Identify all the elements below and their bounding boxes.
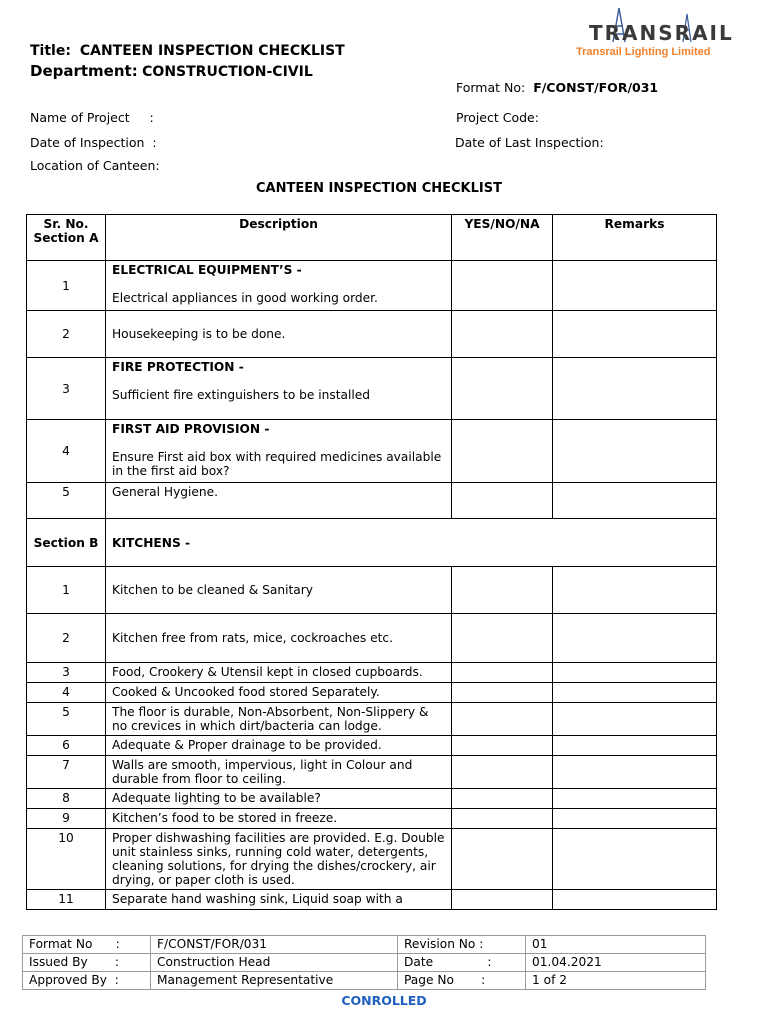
yes-no-na-cell[interactable] xyxy=(452,829,553,890)
remarks-cell[interactable] xyxy=(553,483,717,519)
footer-revision-value: 01 xyxy=(526,936,706,954)
description-text: Sufficient fire extinguishers to be installed xyxy=(112,388,370,402)
table-row xyxy=(27,829,717,890)
section-subheading: ELECTRICAL EQUIPMENT’S - xyxy=(112,263,302,277)
footer-issued-value: Construction Head xyxy=(151,954,398,972)
row-description xyxy=(106,358,452,420)
yes-no-na-cell[interactable] xyxy=(452,683,553,703)
description-text: Kitchen to be cleaned & Sanitary xyxy=(106,567,452,614)
project-code-field: Project Code: xyxy=(456,110,539,125)
table-row xyxy=(27,789,717,809)
table-row xyxy=(27,420,717,483)
company-logo xyxy=(575,6,734,61)
description-text: Electrical appliances in good working order. xyxy=(112,291,378,305)
checklist-heading: CANTEEN INSPECTION CHECKLIST xyxy=(256,181,502,196)
section-subheading: FIRST AID PROVISION - xyxy=(112,422,270,436)
yes-no-na-cell[interactable] xyxy=(452,261,553,311)
table-row xyxy=(27,703,717,736)
row-number: 10 xyxy=(27,829,106,890)
description-text: The floor is durable, Non-Absorbent, Non-Slippery & no crevices in which dirt/bacteria can lodge. xyxy=(106,703,452,736)
table-row xyxy=(27,358,717,420)
column-header-yes-no-na: YES/NO/NA xyxy=(452,215,553,261)
column-header-sr: Sr. No. Section A xyxy=(27,215,106,261)
yes-no-na-cell[interactable] xyxy=(452,358,553,420)
row-number: 11 xyxy=(27,890,106,910)
description-text: Proper dishwashing facilities are provided. E.g. Double unit stainless sinks, running cold water, detergents, cleaning solutions, for drying the dishes/crockery, air drying, or paper cloth is used. xyxy=(106,829,452,890)
description-text: Adequate lighting to be available? xyxy=(106,789,452,809)
section-b-title: KITCHENS - xyxy=(106,519,717,567)
yes-no-na-cell[interactable] xyxy=(452,483,553,519)
format-number-top xyxy=(456,80,658,95)
row-number: 8 xyxy=(27,789,106,809)
description-text: General Hygiene. xyxy=(106,483,452,519)
remarks-cell[interactable] xyxy=(553,789,717,809)
row-number: 5 xyxy=(27,703,106,736)
section-b-label: Section B xyxy=(27,519,106,567)
description-text: Food, Crookery & Utensil kept in closed cupboards. xyxy=(106,663,452,683)
description-text: Separate hand washing sink, Liquid soap with a xyxy=(106,890,452,910)
section-b-header-row xyxy=(27,519,717,567)
yes-no-na-cell[interactable] xyxy=(452,311,553,358)
row-number: 3 xyxy=(27,358,106,420)
department-line xyxy=(30,62,313,80)
title-label: Title: xyxy=(30,43,71,59)
row-number: 4 xyxy=(27,420,106,483)
yes-no-na-cell[interactable] xyxy=(452,736,553,756)
format-number-label: Format No: xyxy=(456,80,526,95)
description-text: Kitchen free from rats, mice, cockroaches etc. xyxy=(106,614,452,663)
project-name-field: Name of Project : xyxy=(30,110,154,125)
remarks-cell[interactable] xyxy=(553,736,717,756)
yes-no-na-cell[interactable] xyxy=(452,703,553,736)
table-row xyxy=(27,809,717,829)
row-number: 9 xyxy=(27,809,106,829)
table-row xyxy=(27,736,717,756)
table-row xyxy=(27,261,717,311)
logo-wordmark: TRANSRAIL xyxy=(589,21,734,45)
document-title xyxy=(30,43,345,59)
department-label: Department: xyxy=(30,62,138,80)
remarks-cell[interactable] xyxy=(553,756,717,789)
logo-subtitle: Transrail Lighting Limited xyxy=(576,46,711,58)
yes-no-na-cell[interactable] xyxy=(452,756,553,789)
footer-date-value: 01.04.2021 xyxy=(526,954,706,972)
description-text: Housekeeping is to be done. xyxy=(106,311,452,358)
yes-no-na-cell[interactable] xyxy=(452,663,553,683)
remarks-cell[interactable] xyxy=(553,890,717,910)
controlled-stamp: CONROLLED xyxy=(341,993,427,1008)
row-number: 4 xyxy=(27,683,106,703)
date-of-last-inspection-field: Date of Last Inspection: xyxy=(455,135,604,150)
footer-row xyxy=(23,936,706,954)
remarks-cell[interactable] xyxy=(553,614,717,663)
table-row xyxy=(27,756,717,789)
footer-row xyxy=(23,954,706,972)
row-number: 6 xyxy=(27,736,106,756)
table-row xyxy=(27,614,717,663)
description-text: Ensure First aid box with required medicines available in the first aid box? xyxy=(112,450,442,478)
row-number: 3 xyxy=(27,663,106,683)
yes-no-na-cell[interactable] xyxy=(452,420,553,483)
description-text: Cooked & Uncooked food stored Separately. xyxy=(106,683,452,703)
footer-issued-label: Issued By : xyxy=(23,954,151,972)
row-description xyxy=(106,420,452,483)
yes-no-na-cell[interactable] xyxy=(452,890,553,910)
format-number-value: F/CONST/FOR/031 xyxy=(533,80,659,95)
row-number: 7 xyxy=(27,756,106,789)
table-row xyxy=(27,663,717,683)
remarks-cell[interactable] xyxy=(553,703,717,736)
description-text: Kitchen’s food to be stored in freeze. xyxy=(106,809,452,829)
footer-approved-label: Approved By : xyxy=(23,972,151,990)
yes-no-na-cell[interactable] xyxy=(452,809,553,829)
table-row xyxy=(27,483,717,519)
remarks-cell[interactable] xyxy=(553,358,717,420)
location-field: Location of Canteen: xyxy=(30,158,160,173)
remarks-cell[interactable] xyxy=(553,683,717,703)
table-row xyxy=(27,567,717,614)
remarks-cell[interactable] xyxy=(553,311,717,358)
remarks-cell[interactable] xyxy=(553,261,717,311)
remarks-cell[interactable] xyxy=(553,829,717,890)
description-text: Adequate & Proper drainage to be provided. xyxy=(106,736,452,756)
footer-format-label: Format No : xyxy=(23,936,151,954)
remarks-cell[interactable] xyxy=(553,420,717,483)
table-header-row xyxy=(27,215,717,261)
yes-no-na-cell[interactable] xyxy=(452,614,553,663)
checklist-table xyxy=(26,214,717,910)
footer-date-label: Date : xyxy=(398,954,526,972)
footer-row xyxy=(23,972,706,990)
footer-format-value: F/CONST/FOR/031 xyxy=(151,936,398,954)
row-description xyxy=(106,261,452,311)
yes-no-na-cell[interactable] xyxy=(452,567,553,614)
row-number: 1 xyxy=(27,567,106,614)
remarks-cell[interactable] xyxy=(553,809,717,829)
table-row xyxy=(27,683,717,703)
row-number: 1 xyxy=(27,261,106,311)
title-value: CANTEEN INSPECTION CHECKLIST xyxy=(79,43,345,59)
description-text: Walls are smooth, impervious, light in Colour and durable from floor to ceiling. xyxy=(106,756,452,789)
column-header-description: Description xyxy=(106,215,452,261)
row-number: 2 xyxy=(27,311,106,358)
department-value: CONSTRUCTION-CIVIL xyxy=(142,64,313,80)
footer-page-value: 1 of 2 xyxy=(526,972,706,990)
row-number: 5 xyxy=(27,483,106,519)
footer-revision-label: Revision No : xyxy=(398,936,526,954)
table-row xyxy=(27,890,717,910)
column-header-remarks: Remarks xyxy=(553,215,717,261)
table-row xyxy=(27,311,717,358)
date-of-inspection-field: Date of Inspection : xyxy=(30,135,157,150)
yes-no-na-cell[interactable] xyxy=(452,789,553,809)
document-control-table xyxy=(22,935,706,990)
section-subheading: FIRE PROTECTION - xyxy=(112,360,244,374)
remarks-cell[interactable] xyxy=(553,663,717,683)
remarks-cell[interactable] xyxy=(553,567,717,614)
footer-approved-value: Management Representative xyxy=(151,972,398,990)
footer-page-label: Page No : xyxy=(398,972,526,990)
row-number: 2 xyxy=(27,614,106,663)
